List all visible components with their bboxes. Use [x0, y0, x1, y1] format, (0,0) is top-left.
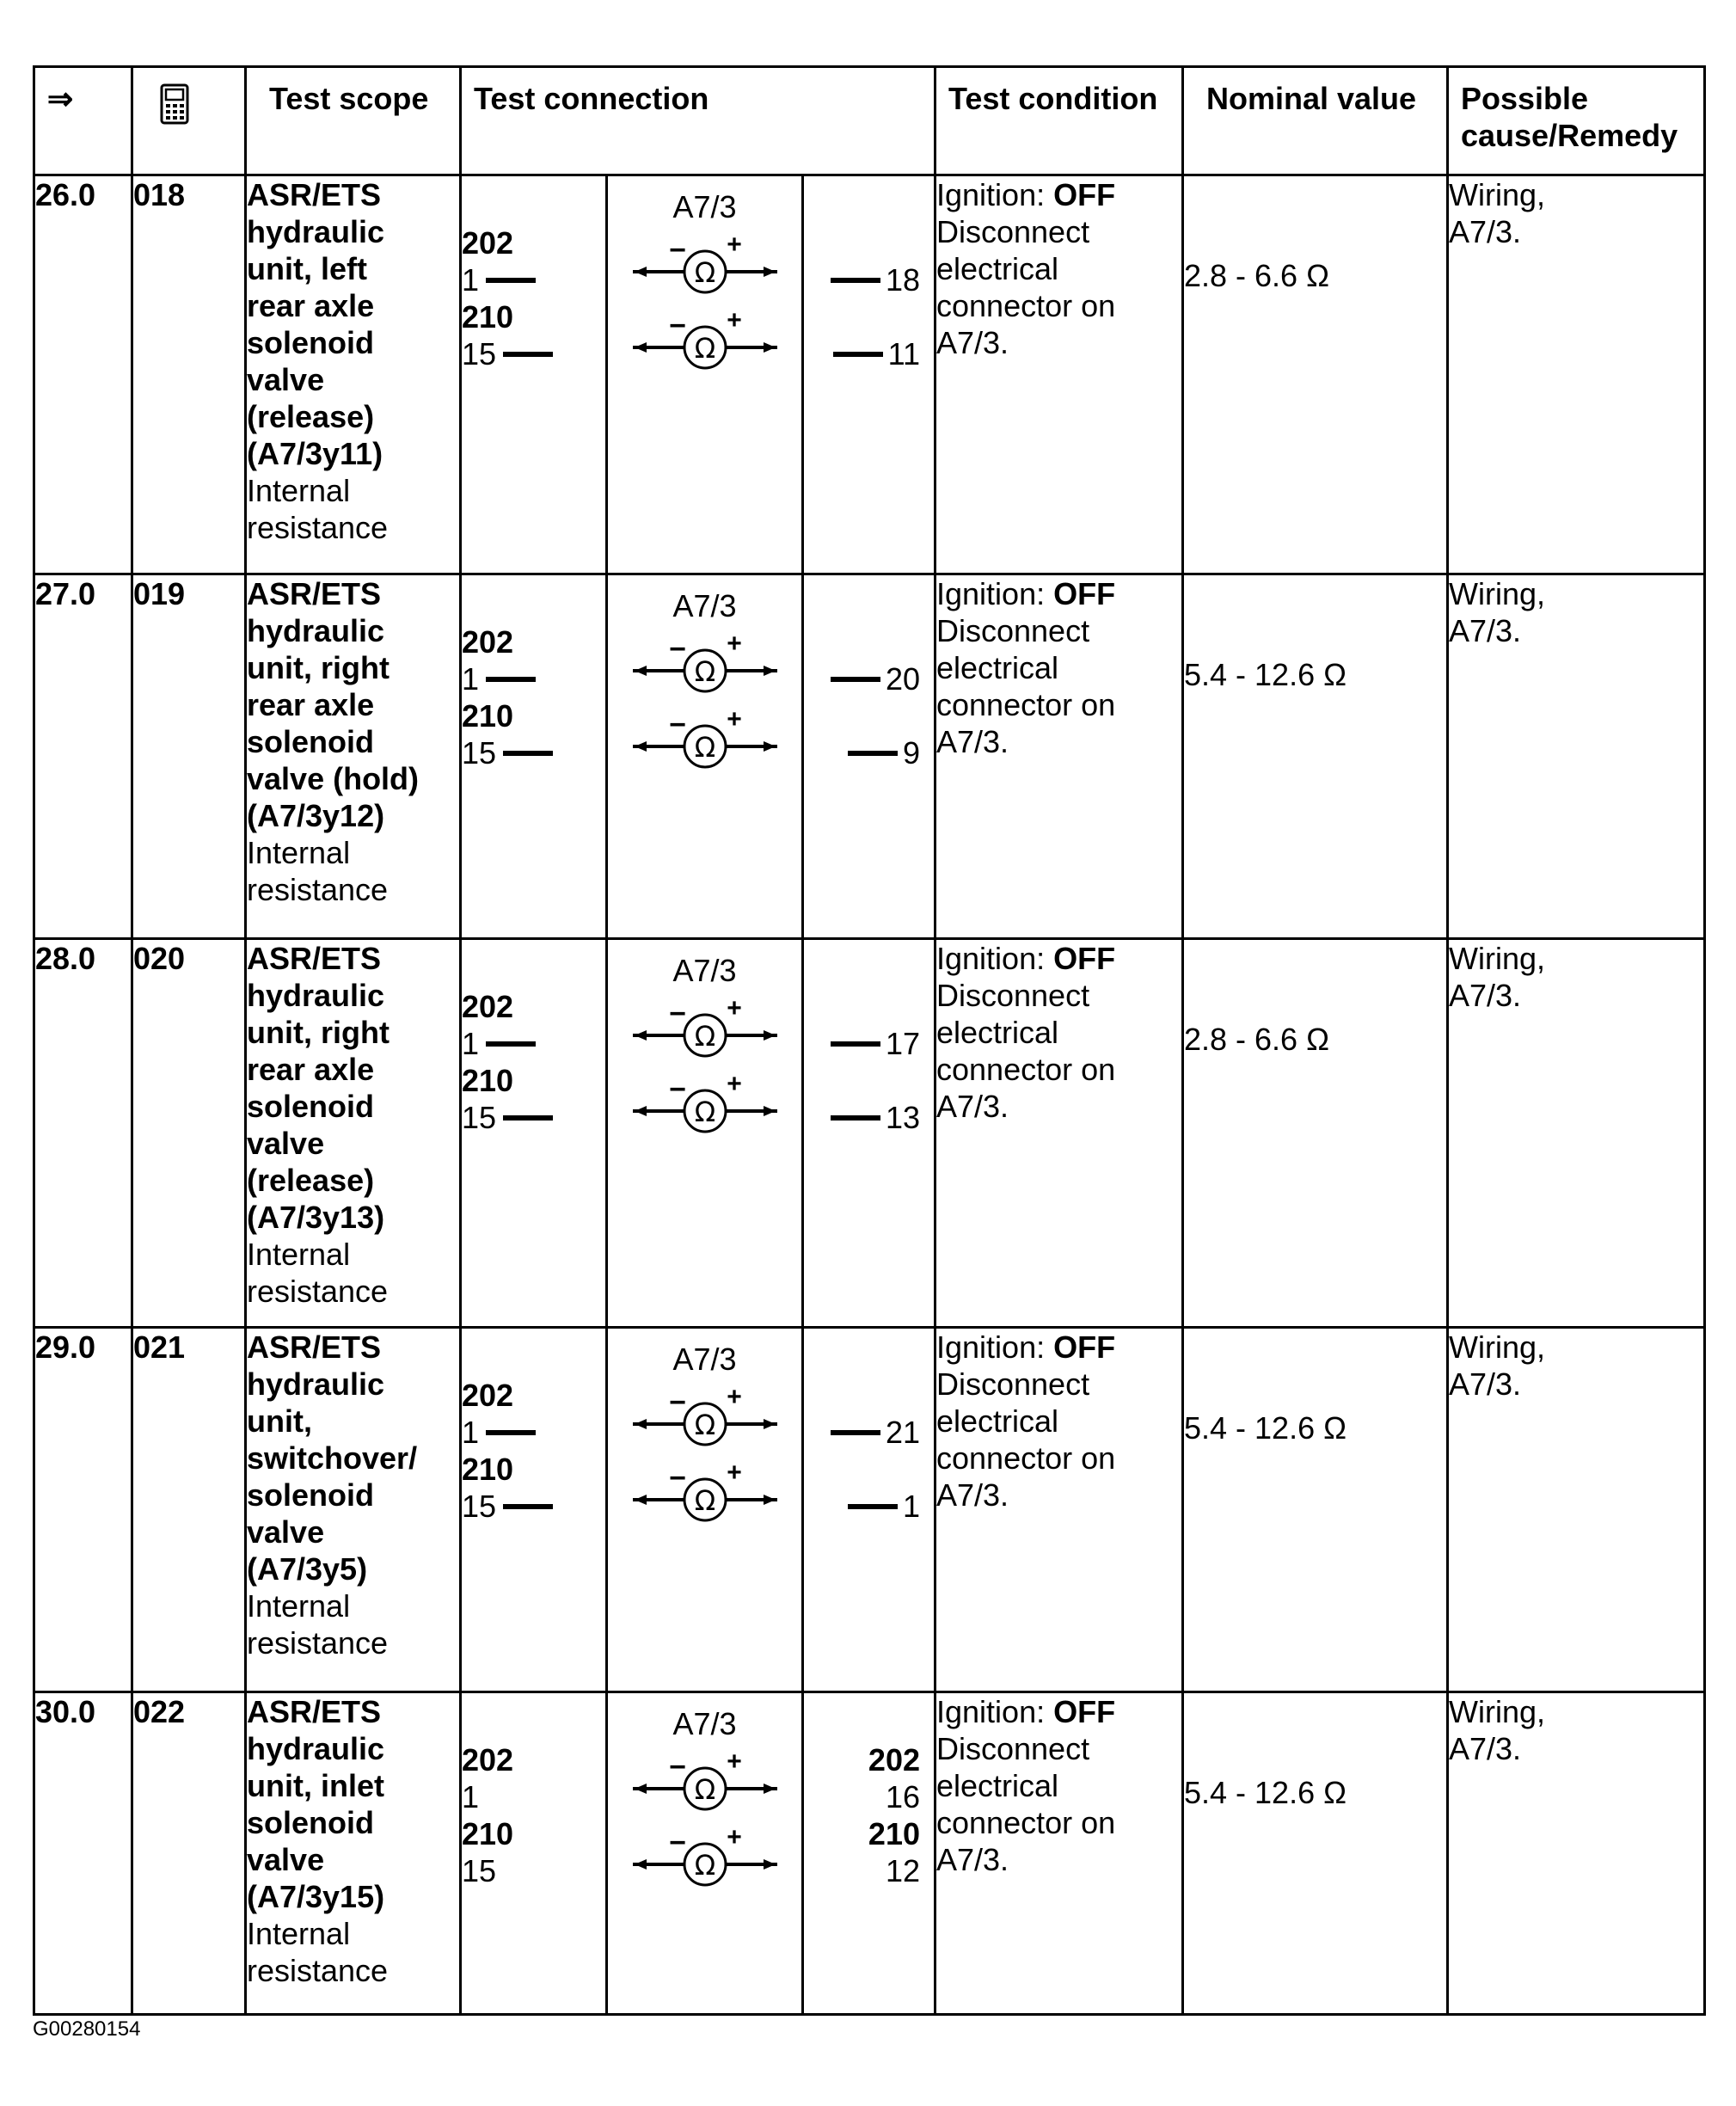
possible-cause-header: Possible cause/Remedy — [1448, 67, 1705, 175]
pin-label — [804, 1488, 920, 1525]
svg-text:−: − — [668, 1462, 686, 1495]
pin-label — [462, 298, 605, 335]
condition-state: OFF — [1053, 1694, 1116, 1729]
table-row — [34, 1328, 1705, 1692]
remedy-line: A7/3. — [1449, 1366, 1522, 1402]
scope-line: solenoid — [247, 1477, 375, 1513]
svg-text:Ω: Ω — [694, 1484, 715, 1517]
svg-text:Ω: Ω — [694, 1849, 715, 1882]
scope-line: hydraulic — [247, 1731, 385, 1766]
condition-line: connector on — [936, 1440, 1116, 1476]
ohmmeter-icon — [628, 1071, 782, 1140]
test-scope-cell — [246, 175, 461, 574]
step-number: 28.0 — [34, 939, 132, 1328]
scope-line: (A7/3y5) — [247, 1551, 368, 1587]
connection-left-pins — [461, 939, 607, 1328]
scope-line: solenoid — [247, 724, 375, 759]
pin-number: 15 — [462, 1853, 497, 1888]
pin-number: 11 — [887, 336, 920, 371]
svg-text:+: + — [726, 707, 742, 734]
scope-line: unit, right — [247, 650, 390, 685]
lead-wire — [831, 1041, 880, 1047]
condition-prefix: Ignition: — [936, 1694, 1054, 1729]
condition-ignition — [936, 176, 1181, 213]
svg-text:−: − — [668, 1073, 686, 1106]
scope-line: resistance — [247, 1274, 389, 1309]
test-condition-cell — [935, 939, 1183, 1328]
lead-wire — [831, 1430, 880, 1435]
step-number: 26.0 — [34, 175, 132, 574]
tester-code: 021 — [132, 1328, 246, 1692]
pin-label — [462, 623, 605, 660]
pin-label — [804, 1099, 920, 1136]
condition-line: Disconnect — [936, 1731, 1090, 1766]
pin-number: 12 — [885, 1853, 920, 1888]
nominal-value-cell — [1183, 1692, 1448, 2015]
connection-meter-cell — [607, 1328, 803, 1692]
pin-label — [462, 1451, 605, 1488]
test-condition-cell — [935, 175, 1183, 574]
svg-text:−: − — [668, 1386, 686, 1419]
pin-label — [462, 1815, 605, 1852]
svg-text:Ω: Ω — [694, 256, 715, 289]
condition-ignition — [936, 575, 1181, 612]
scope-line: hydraulic — [247, 613, 385, 648]
arrow-icon: ⇒ — [47, 81, 74, 116]
pin-number: 202 — [462, 225, 514, 261]
pin-number: 21 — [885, 1415, 920, 1450]
scope-line: solenoid — [247, 1089, 375, 1124]
svg-text:+: + — [726, 996, 742, 1022]
pin-number: 18 — [885, 262, 920, 298]
condition-prefix: Ignition: — [936, 941, 1054, 976]
test-condition-cell — [935, 574, 1183, 939]
svg-text:+: + — [726, 232, 742, 259]
pin-number: 16 — [885, 1779, 920, 1814]
condition-line: connector on — [936, 288, 1116, 323]
svg-text:+: + — [726, 1825, 742, 1851]
scope-line: solenoid — [247, 1805, 375, 1840]
scope-line: valve — [247, 362, 325, 397]
tester-code: 020 — [132, 939, 246, 1328]
svg-text:Ω: Ω — [694, 1020, 715, 1053]
svg-text:Ω: Ω — [694, 332, 715, 365]
scope-line: resistance — [247, 510, 389, 545]
pin-label — [462, 261, 605, 298]
connection-right-pins — [803, 574, 935, 939]
condition-line: connector on — [936, 1052, 1116, 1087]
scope-line: rear axle — [247, 288, 375, 323]
scope-line: Internal — [247, 1237, 351, 1272]
connection-left-pins — [461, 1328, 607, 1692]
lead-wire — [503, 352, 553, 357]
connection-right-pins — [803, 175, 935, 574]
test-condition-header: Test condition — [935, 67, 1183, 175]
nominal-value-cell — [1183, 175, 1448, 574]
remedy-line: Wiring, — [1449, 177, 1546, 212]
svg-text:Ω: Ω — [694, 655, 715, 688]
pin-label — [804, 1025, 920, 1062]
pin-label — [804, 1852, 920, 1889]
condition-line: Disconnect — [936, 1366, 1090, 1402]
pin-label — [462, 660, 605, 697]
tester-column-header — [132, 67, 246, 175]
remedy-line: A7/3. — [1449, 978, 1522, 1013]
remedy-cell — [1448, 1328, 1705, 1692]
lead-wire — [486, 1430, 536, 1435]
condition-line: A7/3. — [936, 1842, 1009, 1877]
test-scope-cell — [246, 1692, 461, 2015]
nominal-value: 2.8 - 6.6 Ω — [1184, 258, 1329, 293]
remedy-cell — [1448, 175, 1705, 574]
ohmmeter-icon — [628, 1460, 782, 1529]
scope-line: (release) — [247, 1163, 375, 1198]
condition-line: Disconnect — [936, 613, 1090, 648]
svg-text:−: − — [668, 709, 686, 741]
pin-label — [804, 1778, 920, 1815]
connection-left-pins — [461, 574, 607, 939]
step-number: 27.0 — [34, 574, 132, 939]
scope-line: resistance — [247, 1953, 389, 1988]
ohmmeter-icon — [628, 1385, 782, 1453]
scope-line: resistance — [247, 1625, 389, 1661]
condition-ignition — [936, 1693, 1181, 1730]
condition-line: Disconnect — [936, 214, 1090, 249]
scope-line: valve (hold) — [247, 761, 420, 796]
pin-label — [804, 660, 920, 697]
lead-wire — [503, 1504, 553, 1509]
lead-wire — [831, 1115, 880, 1121]
nominal-value-header: Nominal value — [1183, 67, 1448, 175]
table-row — [34, 939, 1705, 1328]
step-column-header — [34, 67, 132, 175]
pin-number: 210 — [462, 1063, 514, 1098]
scope-line: hydraulic — [247, 978, 385, 1013]
svg-text:+: + — [726, 1460, 742, 1487]
scope-line: (A7/3y11) — [247, 436, 383, 471]
pin-label — [462, 1377, 605, 1414]
scope-line: hydraulic — [247, 1366, 385, 1402]
pin-number: 202 — [462, 1742, 514, 1778]
pin-number: 1 — [462, 1415, 480, 1450]
pin-label — [462, 335, 605, 372]
ohmmeter-icon — [628, 232, 782, 301]
condition-state: OFF — [1053, 941, 1116, 976]
condition-prefix: Ignition: — [936, 1329, 1054, 1365]
ohmmeter-icon — [628, 707, 782, 776]
scope-line: valve — [247, 1842, 325, 1877]
pin-number: 15 — [462, 1489, 497, 1524]
svg-text:Ω: Ω — [694, 1096, 715, 1128]
pin-label — [462, 988, 605, 1025]
tester-code: 018 — [132, 175, 246, 574]
pin-number: 20 — [885, 661, 920, 697]
lead-wire — [503, 1115, 553, 1121]
pin-number: 210 — [462, 299, 514, 335]
component-label: A7/3 — [672, 588, 737, 623]
tester-code: 022 — [132, 1692, 246, 2015]
connection-meter-cell — [607, 574, 803, 939]
table-row — [34, 175, 1705, 574]
connection-meter-cell — [607, 175, 803, 574]
nominal-value-cell — [1183, 1328, 1448, 1692]
pin-number: 202 — [462, 989, 514, 1024]
test-scope-header: Test scope — [246, 67, 461, 175]
header-row — [34, 67, 1705, 175]
scope-line: switchover/ — [247, 1440, 418, 1476]
condition-state: OFF — [1053, 576, 1116, 611]
condition-line: A7/3. — [936, 1089, 1009, 1124]
pin-number: 210 — [462, 1452, 514, 1487]
svg-text:−: − — [668, 234, 686, 267]
svg-text:−: − — [668, 1827, 686, 1859]
condition-state: OFF — [1053, 177, 1116, 212]
svg-text:−: − — [668, 998, 686, 1030]
connection-meter-cell — [607, 1692, 803, 2015]
scope-line: ASR/ETS — [247, 1329, 382, 1365]
svg-text:+: + — [726, 1749, 742, 1776]
pin-number: 15 — [462, 735, 497, 771]
lead-wire — [486, 278, 536, 283]
svg-text:−: − — [668, 1751, 686, 1784]
test-condition-cell — [935, 1692, 1183, 2015]
scope-line: hydraulic — [247, 214, 385, 249]
pin-label — [804, 1741, 920, 1778]
lead-wire — [848, 1504, 898, 1509]
svg-text:Ω: Ω — [694, 1409, 715, 1441]
diagnostic-tester-icon — [159, 83, 190, 125]
condition-line: electrical — [936, 1768, 1059, 1803]
lead-wire — [486, 1041, 536, 1047]
condition-state: OFF — [1053, 1329, 1116, 1365]
condition-line: A7/3. — [936, 325, 1009, 360]
svg-text:+: + — [726, 308, 742, 335]
connection-right-pins — [803, 1328, 935, 1692]
scope-line: (release) — [247, 399, 375, 434]
condition-prefix: Ignition: — [936, 576, 1054, 611]
scope-line: ASR/ETS — [247, 941, 382, 976]
svg-text:+: + — [726, 631, 742, 658]
connection-left-pins — [461, 1692, 607, 2015]
table-row — [34, 574, 1705, 939]
scope-line: unit, inlet — [247, 1768, 384, 1803]
pin-number: 202 — [462, 1378, 514, 1413]
pin-label — [804, 734, 920, 771]
lead-wire — [848, 751, 898, 756]
pin-label — [462, 697, 605, 734]
scope-line: resistance — [247, 872, 389, 907]
step-number: 29.0 — [34, 1328, 132, 1692]
pin-label — [462, 1414, 605, 1451]
scope-line: ASR/ETS — [247, 177, 382, 212]
connection-right-pins — [803, 939, 935, 1328]
scope-line: rear axle — [247, 687, 375, 722]
scope-line: valve — [247, 1514, 325, 1550]
pin-number: 1 — [902, 1489, 920, 1524]
nominal-value-cell — [1183, 574, 1448, 939]
connection-right-pins — [803, 1692, 935, 2015]
component-label: A7/3 — [672, 953, 737, 988]
remedy-line: A7/3. — [1449, 613, 1522, 648]
pin-number: 1 — [462, 1026, 480, 1061]
condition-ignition — [936, 940, 1181, 977]
condition-line: connector on — [936, 687, 1116, 722]
pin-number: 17 — [885, 1026, 920, 1061]
condition-line: electrical — [936, 1403, 1059, 1439]
scope-line: ASR/ETS — [247, 1694, 382, 1729]
test-scope-cell — [246, 574, 461, 939]
component-label: A7/3 — [672, 1706, 737, 1741]
pin-number: 1 — [462, 1779, 480, 1814]
pin-number: 1 — [462, 262, 480, 298]
pin-label — [462, 1099, 605, 1136]
figure-id: G00280154 — [33, 2017, 141, 2041]
remedy-cell — [1448, 939, 1705, 1328]
scope-line: Internal — [247, 1916, 351, 1951]
svg-text:+: + — [726, 1071, 742, 1098]
condition-line: A7/3. — [936, 724, 1009, 759]
ohmmeter-icon — [628, 996, 782, 1065]
condition-line: A7/3. — [936, 1477, 1009, 1513]
condition-prefix: Ignition: — [936, 177, 1054, 212]
connection-meter-cell — [607, 939, 803, 1328]
condition-line: electrical — [936, 251, 1059, 286]
remedy-line: A7/3. — [1449, 1731, 1522, 1766]
nominal-value: 5.4 - 12.6 Ω — [1184, 1775, 1347, 1810]
lead-wire — [486, 677, 536, 682]
condition-line: electrical — [936, 650, 1059, 685]
pin-number: 1 — [462, 661, 480, 697]
connection-left-pins — [461, 175, 607, 574]
remedy-line: Wiring, — [1449, 1329, 1546, 1365]
scope-line: (A7/3y12) — [247, 798, 385, 833]
test-connection-header: Test connection — [461, 67, 935, 175]
scope-line: rear axle — [247, 1052, 375, 1087]
pin-label — [804, 1414, 920, 1451]
ohmmeter-icon — [628, 308, 782, 377]
test-table — [33, 65, 1706, 2016]
pin-label — [804, 1815, 920, 1852]
ohmmeter-icon — [628, 631, 782, 700]
svg-text:Ω: Ω — [694, 731, 715, 764]
component-label: A7/3 — [672, 1342, 737, 1377]
tester-code: 019 — [132, 574, 246, 939]
scope-line: valve — [247, 1126, 325, 1161]
svg-text:Ω: Ω — [694, 1773, 715, 1806]
scope-line: Internal — [247, 473, 351, 508]
test-condition-cell — [935, 1328, 1183, 1692]
condition-line: connector on — [936, 1805, 1116, 1840]
condition-line: electrical — [936, 1015, 1059, 1050]
pin-label — [804, 261, 920, 298]
condition-ignition — [936, 1329, 1181, 1366]
table-row — [34, 1692, 1705, 2015]
step-number: 30.0 — [34, 1692, 132, 2015]
scope-line: Internal — [247, 835, 351, 870]
scope-line: (A7/3y13) — [247, 1200, 385, 1235]
pin-label — [462, 1488, 605, 1525]
lead-wire — [503, 751, 553, 756]
scope-line: solenoid — [247, 325, 375, 360]
condition-line: Disconnect — [936, 978, 1090, 1013]
svg-text:+: + — [726, 1385, 742, 1411]
pin-number: 210 — [868, 1816, 920, 1851]
pin-number: 202 — [868, 1742, 920, 1778]
ohmmeter-icon — [628, 1825, 782, 1894]
component-label: A7/3 — [672, 189, 737, 224]
svg-text:−: − — [668, 633, 686, 666]
scope-line: Internal — [247, 1588, 351, 1624]
lead-wire — [833, 352, 883, 357]
lead-wire — [831, 677, 880, 682]
pin-label — [462, 224, 605, 261]
scope-line: unit, right — [247, 1015, 390, 1050]
pin-label — [462, 1741, 605, 1778]
pin-number: 210 — [462, 1816, 514, 1851]
pin-number: 210 — [462, 698, 514, 734]
svg-text:−: − — [668, 310, 686, 342]
remedy-line: Wiring, — [1449, 576, 1546, 611]
test-scope-cell — [246, 1328, 461, 1692]
pin-number: 9 — [902, 735, 920, 771]
nominal-value: 2.8 - 6.6 Ω — [1184, 1022, 1329, 1057]
scope-line: ASR/ETS — [247, 576, 382, 611]
pin-number: 13 — [885, 1100, 920, 1135]
pin-label — [462, 1852, 605, 1889]
pin-label — [804, 335, 920, 372]
remedy-cell — [1448, 1692, 1705, 2015]
remedy-line: A7/3. — [1449, 214, 1522, 249]
nominal-value: 5.4 - 12.6 Ω — [1184, 657, 1347, 692]
lead-wire — [831, 278, 880, 283]
scope-line: unit, — [247, 1403, 312, 1439]
pin-number: 15 — [462, 1100, 497, 1135]
nominal-value: 5.4 - 12.6 Ω — [1184, 1410, 1347, 1446]
scope-line: (A7/3y15) — [247, 1879, 385, 1914]
pin-number: 202 — [462, 624, 514, 660]
test-scope-cell — [246, 939, 461, 1328]
pin-label — [462, 1062, 605, 1099]
pin-label — [462, 1025, 605, 1062]
nominal-value-cell — [1183, 939, 1448, 1328]
pin-label — [462, 1778, 605, 1815]
ohmmeter-icon — [628, 1749, 782, 1818]
scope-line: unit, left — [247, 251, 367, 286]
pin-number: 15 — [462, 336, 497, 371]
pin-label — [462, 734, 605, 771]
remedy-line: Wiring, — [1449, 941, 1546, 976]
remedy-line: Wiring, — [1449, 1694, 1546, 1729]
remedy-cell — [1448, 574, 1705, 939]
